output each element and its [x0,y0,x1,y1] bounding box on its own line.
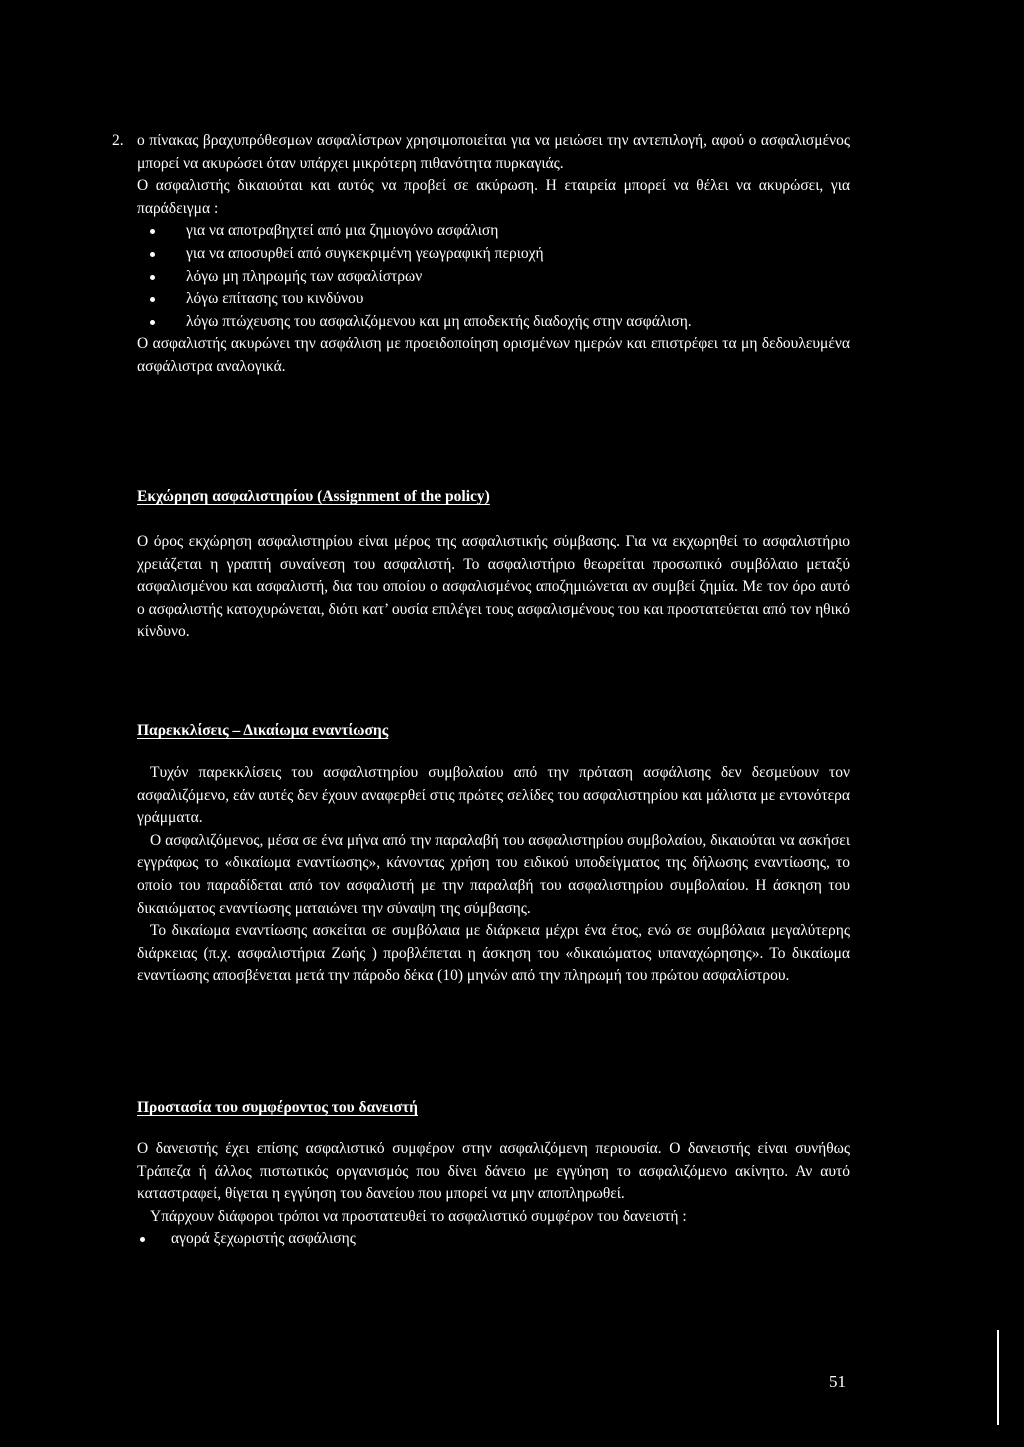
section-heading: Παρεκκλίσεις – Δικαίωμα εναντίωσης [137,722,389,739]
list-item [137,311,850,334]
numbered-item [112,130,850,175]
bullet-icon [150,320,155,325]
list-item-text: για να αποτραβηχτεί από μια ζημιογόνο ασφάλιση [186,222,499,240]
margin-line [997,1330,999,1425]
list-item [137,1228,850,1251]
list-item [137,266,850,289]
item-text: ο πίνακας βραχυπρόθεσμων ασφαλίστρων χρησιμοποιείται για να μειώσει την αντεπιλογή, αφού ο ασφαλισμένος μπορεί να ακυρώσει όταν υπάρχει μικρότερη πιθανότητα πυρκαγιάς. [137,132,850,172]
bullet-icon [150,252,155,257]
list-item-text: λόγω πτώχευσης του ασφαλιζόμενου και μη αποδεκτής διαδοχής στην ασφάλιση. [186,312,692,330]
list-item [137,220,850,243]
paragraph: Ο ασφαλιζόμενος, μέσα σε ένα μήνα από την παραλαβή του ασφαλιστηρίου συμβολαίου, δικαιούται να ασκήσει εγγράφως το «δικαίωμα εναντίωσης», κάνοντας χρήση του ειδικού υποδείγματος της δήλωσης εναντίωσης, το οποίο του παραδίδεται από τον ασφαλιστή με την παραλαβή του ασφαλιστηρίου συμβολαίου. Η άσκηση του δικαιώματος εναντίωσης ματαιώνει την σύναψη της σύμβασης. [137,831,850,917]
cancellation-section [112,130,850,379]
bullet-icon [150,297,155,302]
lender-protection-section [137,1138,850,1251]
list-item-text: αγορά ξεχωριστής ασφάλισης [171,1230,356,1248]
section-heading: Προστασία του συμφέροντος του δανειστή [137,1099,418,1116]
paragraph: Ο όρος εκχώρηση ασφαλιστηρίου είναι μέρος της ασφαλιστικής σύμβασης. Για να εκχωρηθεί το ασφαλιστήριο χρειάζεται η γραπτή συναίνεση του ασφαλιστή. Το ασφαλιστήριο θεωρείται προσωπικό συμβόλαιο μεταξύ ασφαλισμένου και ασφαλιστή, δια του οποίου ο ασφαλισμένος αποζημιώνεται αν συμβεί ζημία. Με τον όρο αυτό ο ασφαλιστής κατοχυρώνεται, διότι κατ’ ουσία επιλέγει τους ασφαλισμένους του και προστατεύεται από τον ηθικό κίνδυνο. [137,533,850,641]
paragraph: Υπάρχουν διάφοροι τρόποι να προστατευθεί το ασφαλιστικό συμφέρον του δανειστή : [150,1207,687,1225]
list-item [137,243,850,266]
deviations-section [137,762,850,988]
bullet-icon [140,1237,145,1242]
paragraph: Το δικαίωμα εναντίωσης ασκείται σε συμβόλαια με διάρκεια μέχρι ένα έτος, ενώ σε συμβόλαια μεγαλύτερης διάρκειας (π.χ. ασφαλιστήρια Ζωής ) προβλέπεται η άσκηση του «δικαιώματος υπαναχώρησης». Το δικαίωμα εναντίωσης αποσβένεται μετά την πάροδο δέκα (10) μηνών από την πληρωμή του πρώτου ασφαλίστρου. [137,922,850,985]
list-item [137,288,850,311]
item-number: 2. [112,132,124,149]
assignment-section [137,531,850,644]
bullet-list [137,220,850,333]
section-heading: Εκχώρηση ασφαλιστηρίου (Assignment of the policy) [137,488,490,505]
bullet-icon [150,275,155,280]
paragraph: Ο δανειστής έχει επίσης ασφαλιστικό συμφέρον στην ασφαλιζόμενη περιουσία. Ο δανειστής είναι συνήθως Τράπεζα ή άλλος πιστωτικός οργανισμός που δίνει δάνειο με εγγύηση το ασφαλιζόμενο ακίνητο. Αν αυτό καταστραφεί, θίγεται η εγγύηση του δανείου που μπορεί να μην αποπληρωθεί. [137,1140,850,1203]
bullet-list [137,1228,850,1251]
list-item-text: λόγω επίτασης του κινδύνου [186,290,364,308]
paragraph: Τυχόν παρεκκλίσεις του ασφαλιστηρίου συμβολαίου από την πρόταση ασφάλισης δεν δεσμεύουν τον ασφαλιζόμενο, εάν αυτές δεν έχουν αναφερθεί στις πρώτες σελίδες του ασφαλιστηρίου και μάλιστα με εντονότερα γράμματα. [137,764,850,827]
paragraph: Ο ασφαλιστής δικαιούται και αυτός να προβεί σε ακύρωση. Η εταιρεία μπορεί να θέλει να ακυρώσει, για παράδειγμα : [137,177,850,217]
list-item-text: λόγω μη πληρωμής των ασφαλίστρων [186,267,423,285]
paragraph: Ο ασφαλιστής ακυρώνει την ασφάλιση με προειδοποίηση ορισμένων ημερών και επιστρέφει τα μη δεδουλευμένα ασφάλιστρα αναλογικά. [137,335,850,375]
list-item-text: για να αποσυρθεί από συγκεκριμένη γεωγραφική περιοχή [186,244,544,262]
page-number: 51 [829,1372,846,1391]
bullet-icon [150,229,155,234]
